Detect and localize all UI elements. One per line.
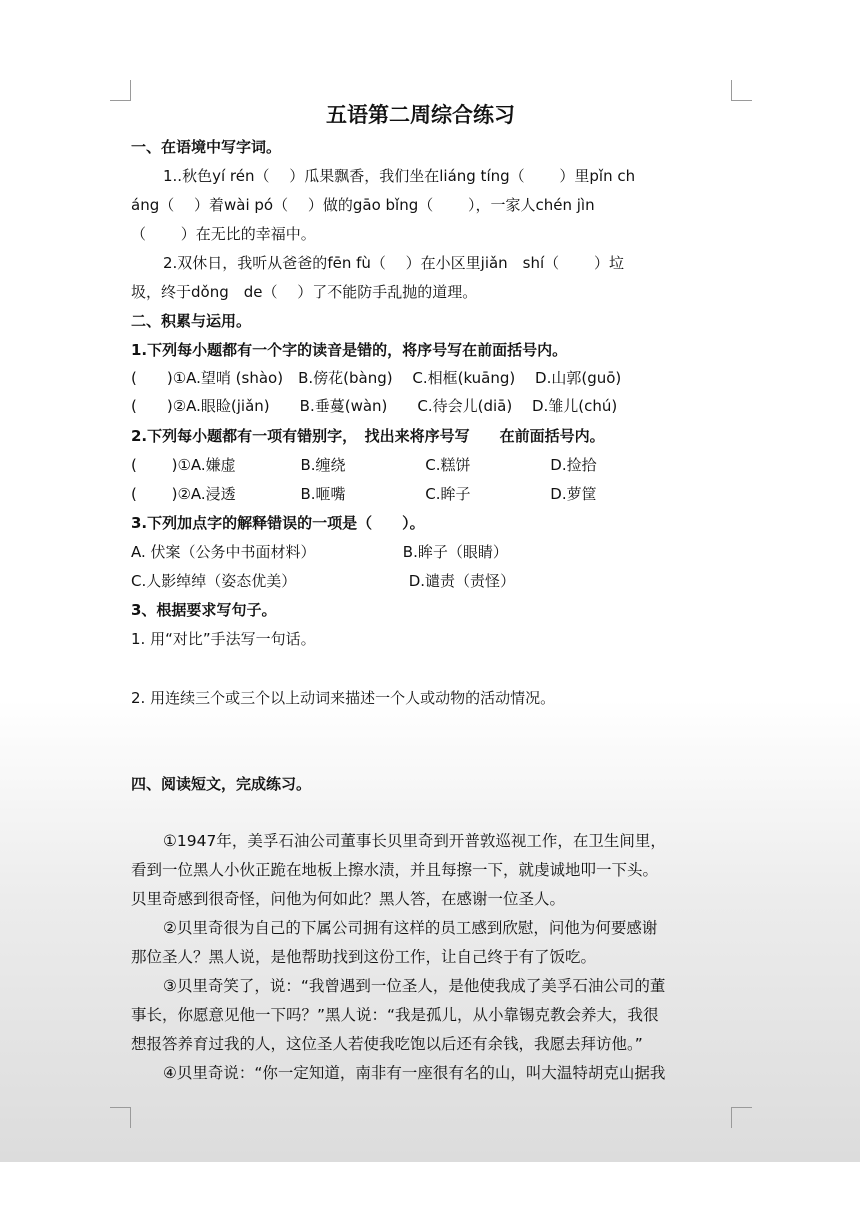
crop-mark-bottom-right: [731, 1107, 752, 1128]
reading-p2-line-1: ②贝里奇很为自己的下属公司拥有这样的员工感到欣慰，问他为何要感谢: [163, 919, 658, 937]
s2-q2-item-1: ( )①A.嫌虚 B.缠绕 C.糕饼 D.捡拾: [131, 456, 597, 474]
reading-p3-line-2: 事长，你愿意见他一下吗？”黑人说：“我是孤儿，从小靠锡克教会养大，我很: [131, 1006, 659, 1024]
s2-q1-item-1: ( )①A.望哨 (shào) B.傍花(bàng) C.相框(kuāng) D.山郭(guō): [131, 369, 622, 387]
s2-question-3: 3.下列加点字的解释错误的一项是（ ）。: [131, 514, 425, 532]
s1-line-5: 圾，终于dǒng de（ ）了不能防手乱抛的道理。: [131, 283, 478, 301]
s1-line-2: áng（ ）着wài pó（ ）做的gāo bǐng（ ），一家人chén jìn: [131, 196, 595, 214]
section-1-heading: 一、在语境中写字词。: [131, 138, 282, 156]
s2-q3-option-cd: C.人影绰绰（姿态优美） D.谴责（责怪）: [131, 572, 516, 590]
s1-line-1: 1..秋色yí rén（ ）瓜果飘香，我们坐在liáng tíng（ ）里pǐn ch: [163, 167, 636, 185]
reading-p1-line-1: ①1947年，美孚石油公司董事长贝里奇到开普敦巡视工作，在卫生间里，: [163, 832, 666, 850]
s3-question-1: 1. 用“对比”手法写一句话。: [131, 630, 316, 648]
reading-p3-line-3: 想报答养育过我的人，这位圣人若使我吃饱以后还有余钱，我愿去拜访他。”: [131, 1035, 643, 1053]
s2-question-1: 1.下列每小题都有一个字的读音是错的，将序号写在前面括号内。: [131, 341, 568, 359]
reading-p3-line-1: ③贝里奇笑了，说：“我曾遇到一位圣人，是他使我成了美孚石油公司的董: [163, 977, 666, 995]
s2-question-2: 2.下列每小题都有一项有错别字， 找出来将序号写 在前面括号内。: [131, 427, 605, 445]
section-2-heading: 二、积累与运用。: [131, 312, 252, 330]
crop-mark-bottom-left: [110, 1107, 131, 1128]
reading-p4-line-1: ④贝里奇说：“你一定知道，南非有一座很有名的山，叫大温特胡克山据我: [163, 1064, 666, 1082]
crop-mark-top-left: [110, 80, 131, 101]
s2-q2-item-2: ( )②A.浸透 B.咂嘴 C.眸子 D.萝筐: [131, 485, 597, 503]
page-title: 五语第二周综合练习: [326, 103, 515, 127]
s3-question-2: 2. 用连续三个或三个以上动词来描述一个人或动物的活动情况。: [131, 689, 556, 707]
section-4-heading: 四、阅读短文，完成练习。: [131, 775, 312, 793]
s2-q1-item-2: ( )②A.眼睑(jiǎn) B.垂蔓(wàn) C.待会儿(diā) D.雏儿(chú): [131, 397, 618, 415]
reading-p1-line-2: 看到一位黑人小伙正跪在地板上擦水渍，并且每擦一下，就虔诚地叩一下头。: [131, 861, 659, 879]
s1-line-3: （ ）在无比的幸福中。: [131, 225, 316, 243]
crop-mark-top-right: [731, 80, 752, 101]
s2-q3-option-ab: A. 伏案（公务中书面材料） B.眸子（眼睛）: [131, 543, 508, 561]
s1-line-4: 2.双休日，我听从爸爸的fēn fù（ ）在小区里jiǎn shí（ ）垃: [163, 254, 624, 272]
section-3-heading: 3、根据要求写句子。: [131, 601, 277, 619]
reading-p2-line-2: 那位圣人？黑人说，是他帮助找到这份工作，让自己终于有了饭吃。: [131, 948, 597, 966]
reading-p1-line-3: 贝里奇感到很奇怪，问他为何如此？黑人答，在感谢一位圣人。: [131, 890, 566, 908]
